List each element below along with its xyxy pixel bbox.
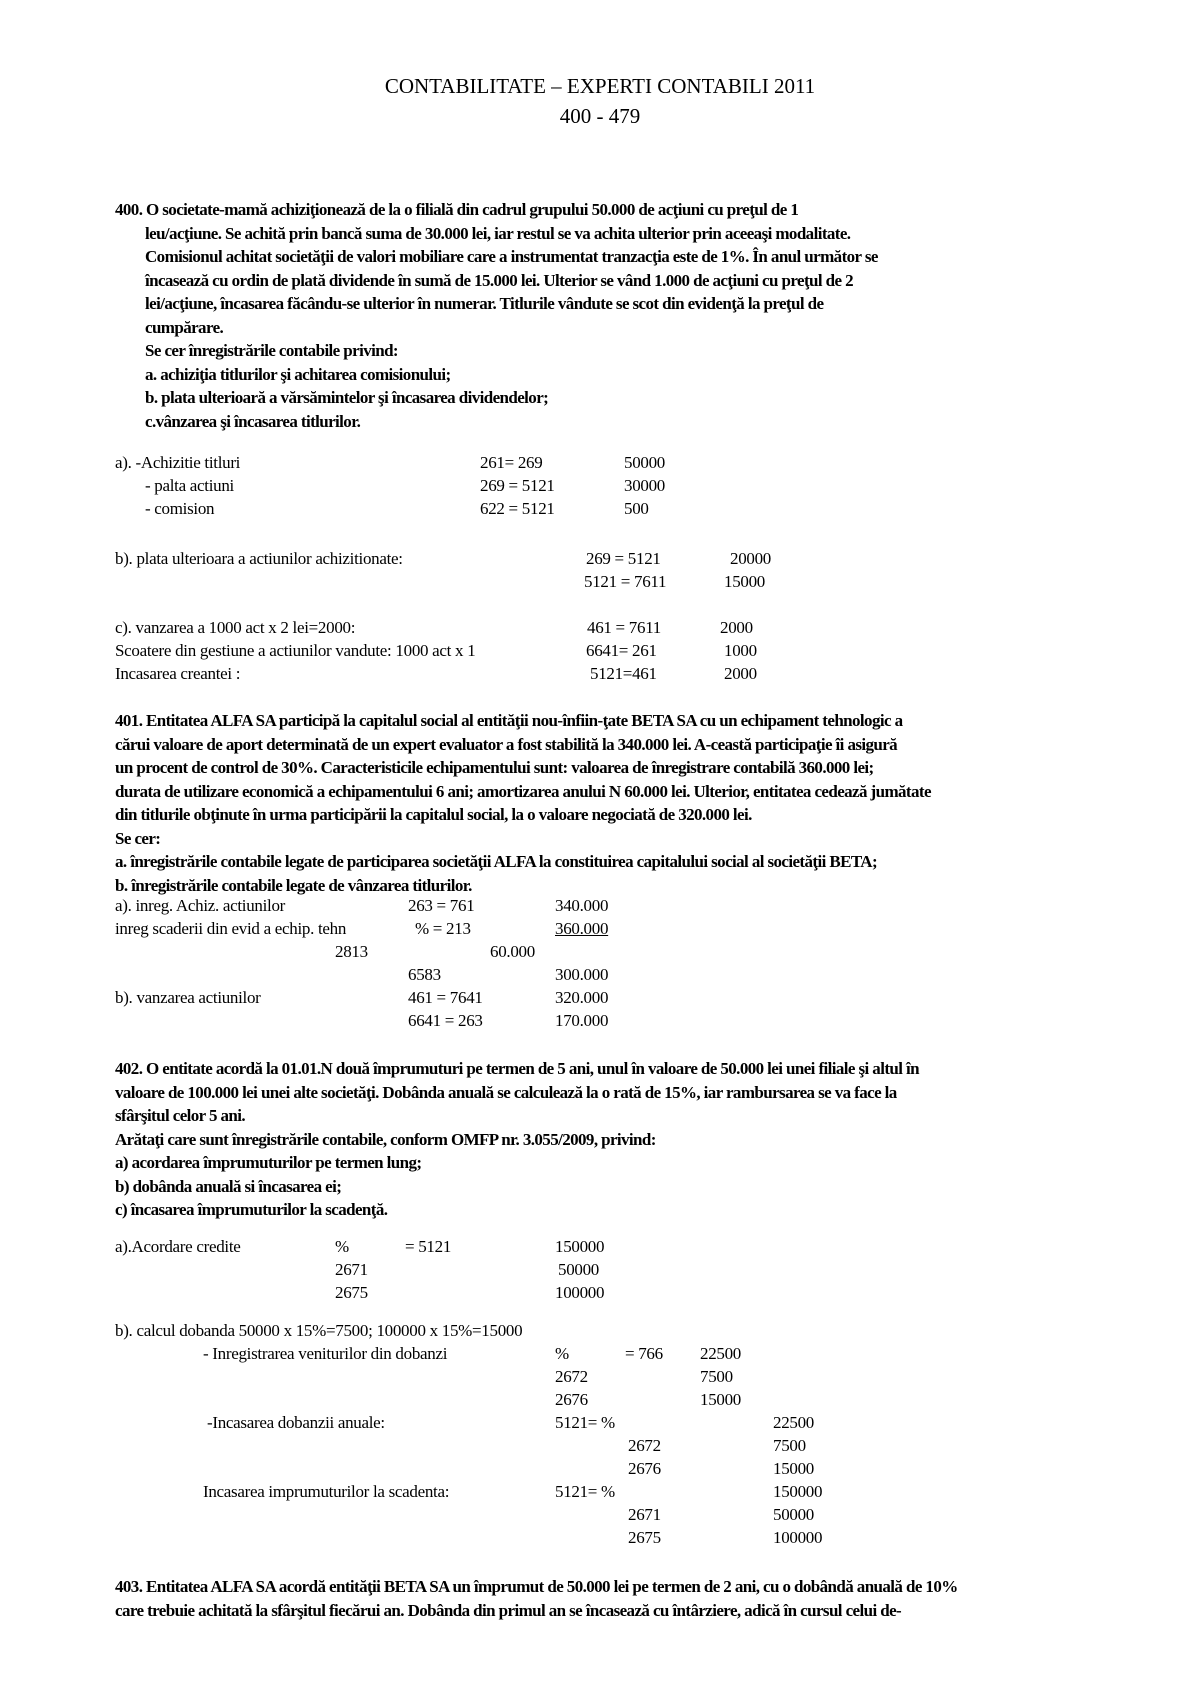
entry-accounts: 263 = 761 (408, 896, 475, 915)
entry-amount: 1000 (724, 641, 757, 660)
entry-account: 2676 (628, 1459, 661, 1478)
problem-402-line: valoare de 100.000 lei unei alte societăţi. Dobânda anuală se calculează la o rată de 15%, iar rambursarea se va face la (115, 1082, 897, 1102)
entry-accounts: 461 = 7641 (408, 988, 483, 1007)
entry-amount: 50000 (773, 1505, 815, 1524)
problem-400-line: b. plata ulterioară a vărsămintelor şi încasarea dividendelor; (145, 388, 549, 407)
entry-account: 2672 (628, 1436, 661, 1455)
entry-accounts: 5121 = 7611 (584, 572, 667, 591)
problem-401-line: b. înregistrările contabile legate de vânzarea titlurilor. (115, 875, 472, 895)
problem-403-line: 403. Entitatea ALFA SA acordă entităţii BETA SA un împrumut de 50.000 lei pe termen de 2 ani, cu o dobândă anuală de 10% (115, 1577, 958, 1596)
entry-label: - palta actiuni (145, 476, 234, 495)
entry-accounts: 261= 269 (480, 453, 543, 472)
problem-401-line: durata de utilizare economică a echipamentului 6 ani; amortizarea anului N 60.000 lei. Ulterior, entitatea cedează jumătate (115, 781, 931, 801)
entry-amount: 22500 (773, 1413, 815, 1432)
entry-amount: 50000 (558, 1260, 600, 1279)
problem-401-statement (115, 709, 1090, 897)
entry-account: 2671 (628, 1505, 661, 1524)
entry-amount: 340.000 (555, 896, 609, 915)
document-title: CONTABILITATE – EXPERTI CONTABILI 2011 (384, 74, 816, 98)
entry-amount: 7500 (773, 1436, 806, 1455)
entry-amount: 500 (624, 499, 649, 518)
entry-accounts: = 5121 (405, 1237, 452, 1256)
entry-amount: 15000 (773, 1459, 815, 1478)
problem-400-line: c.vânzarea şi încasarea titlurilor. (145, 411, 361, 431)
entry-accounts: % = 213 (415, 919, 471, 938)
entry-label: b). plata ulterioara a actiunilor achizitionate: (115, 549, 403, 568)
problem-401-line: a. înregistrările contabile legate de participarea societăţii ALFA la constituirea capitalului social al societăţii BETA; (115, 852, 878, 871)
entry-accounts: 6641= 261 (586, 641, 657, 660)
entry-percent: % (335, 1237, 349, 1256)
interest-calculation: b). calcul dobanda 50000 x 15%=7500; 100000 x 15%=15000 (115, 1321, 523, 1340)
entry-amount: 150000 (773, 1482, 823, 1501)
entry-amount: 100000 (773, 1528, 823, 1547)
document-range: 400 - 479 (559, 104, 641, 128)
problem-402-line: Arătaţi care sunt înregistrările contabile, conform OMFP nr. 3.055/2009, privind: (115, 1129, 656, 1149)
entry-amount: 7500 (700, 1367, 733, 1386)
entry-account: 2675 (335, 1283, 368, 1302)
entry-account: 2813 (335, 942, 368, 961)
entry-amount: 320.000 (555, 988, 609, 1007)
entry-accounts: 6641 = 263 (408, 1011, 483, 1030)
entry-account: 2676 (555, 1390, 588, 1409)
problem-400-line: cumpărare. (145, 317, 224, 337)
problem-402-line: b) dobânda anuală si încasarea ei; (115, 1176, 342, 1196)
entry-amount: 360.000 (555, 919, 609, 938)
problem-400-line: a. achiziţia titlurilor şi achitarea comisionului; (145, 364, 451, 384)
entry-accounts: 461 = 7611 (587, 618, 661, 637)
problem-402-statement (115, 1057, 1090, 1222)
problem-400-line: 400. O societate-mamă achiziţionează de la o filială din cadrul grupului 50.000 de acţiuni cu preţul de 1 (115, 200, 799, 219)
problem-401-line: 401. Entitatea ALFA SA participă la capitalul social al entităţii nou-înfiin-ţate BETA SA cu un echipament tehnologic a (115, 711, 903, 730)
entry-label: a). inreg. Achiz. actiunilor (115, 896, 286, 915)
entry-label: Incasarea creantei : (115, 664, 241, 683)
entry-amount: 15000 (724, 572, 766, 591)
entry-accounts: 269 = 5121 (586, 549, 661, 568)
entry-percent: % (555, 1344, 569, 1363)
problem-401-line: din titlurile obţinute în urma participării la capitalul social, la o valoare negociată de 320.000 lei. (115, 805, 752, 824)
entry-account: 2675 (628, 1528, 661, 1547)
entry-accounts: = 766 (625, 1344, 663, 1363)
entry-label: Incasarea imprumuturilor la scadenta: (203, 1482, 450, 1501)
problem-400-line: lei/acţiune, încasarea făcându-se ulterior în numerar. Titlurile vândute se scot din evidenţă la preţul de (145, 294, 824, 313)
entry-label: - comision (145, 499, 215, 518)
entry-label: a). -Achizitie titluri (115, 453, 241, 472)
problem-401-line: Se cer: (115, 828, 161, 848)
entry-account: 6583 (408, 965, 441, 984)
entry-account: 2672 (555, 1367, 588, 1386)
entry-accounts: 5121=461 (590, 664, 657, 683)
entry-accounts: 622 = 5121 (480, 499, 555, 518)
entry-label: - Inregistrarea veniturilor din dobanzi (203, 1344, 448, 1363)
entry-amount: 60.000 (490, 942, 535, 961)
problem-400-statement (115, 198, 1090, 433)
entry-amount: 2000 (724, 664, 757, 683)
entry-amount: 20000 (730, 549, 772, 568)
problem-402-line: a) acordarea împrumuturilor pe termen lung; (115, 1153, 422, 1172)
problem-402-line: c) încasarea împrumuturilor la scadenţă. (115, 1200, 388, 1219)
entry-amount: 300.000 (555, 965, 609, 984)
entry-label: a).Acordare credite (115, 1237, 241, 1256)
problem-400-line: Se cer înregistrările contabile privind: (145, 341, 398, 360)
entry-amount: 150000 (555, 1237, 605, 1256)
entry-label: Scoatere din gestiune a actiunilor vandute: 1000 act x 1 (115, 641, 476, 660)
entry-amount: 15000 (700, 1390, 742, 1409)
entry-accounts: 269 = 5121 (480, 476, 555, 495)
problem-401-line: cărui valoare de aport determinată de un expert evaluator a fost stabilită la 340.000 lei. A-ceastă participaţie îi asigură (115, 734, 898, 754)
entry-label: -Incasarea dobanzii anuale: (207, 1413, 385, 1432)
entry-account: 2671 (335, 1260, 368, 1279)
entry-amount: 50000 (624, 453, 666, 472)
entry-amount: 170.000 (555, 1011, 609, 1030)
entry-label: inreg scaderii din evid a echip. tehn (115, 919, 347, 938)
problem-402-line: sfârşitul celor 5 ani. (115, 1106, 246, 1125)
problem-400-line: leu/acţiune. Se achită prin bancă suma de 30.000 lei, iar restul se va achita ulterior prin aceeaşi modalitate. (145, 223, 851, 243)
entry-amount: 100000 (555, 1283, 605, 1302)
entry-amount: 22500 (700, 1344, 742, 1363)
entry-amount: 2000 (720, 618, 753, 637)
entry-label: c). vanzarea a 1000 act x 2 lei=2000: (115, 618, 356, 637)
problem-401-line: un procent de control de 30%. Caracteristicile echipamentului sunt: valoarea de înregistrare contabilă 360.000 lei; (115, 758, 874, 777)
problem-402-line: 402. O entitate acordă la 01.01.N două împrumuturi pe termen de 5 ani, unul în valoare de 50.000 lei unei filiale şi altul în (115, 1059, 919, 1078)
problem-400-line: încasează cu ordin de plată dividende în sumă de 15.000 lei. Ulterior se vând 1.000 de acţiuni cu preţul de 2 (145, 270, 853, 290)
problem-403-line: care trebuie achitată la sfârşitul fiecărui an. Dobânda din primul an se încasează cu întârziere, adică în cursul celui de- (115, 1600, 902, 1620)
entry-label: b). vanzarea actiunilor (115, 988, 261, 1007)
entry-accounts: 5121= % (555, 1482, 615, 1501)
entry-amount: 30000 (624, 476, 666, 495)
problem-403-statement (115, 1575, 1090, 1622)
entry-accounts: 5121= % (555, 1413, 615, 1432)
problem-400-line: Comisionul achitat societăţii de valori mobiliare care a instrumentat tranzacţia este de 1%. În anul următor se (145, 247, 878, 266)
